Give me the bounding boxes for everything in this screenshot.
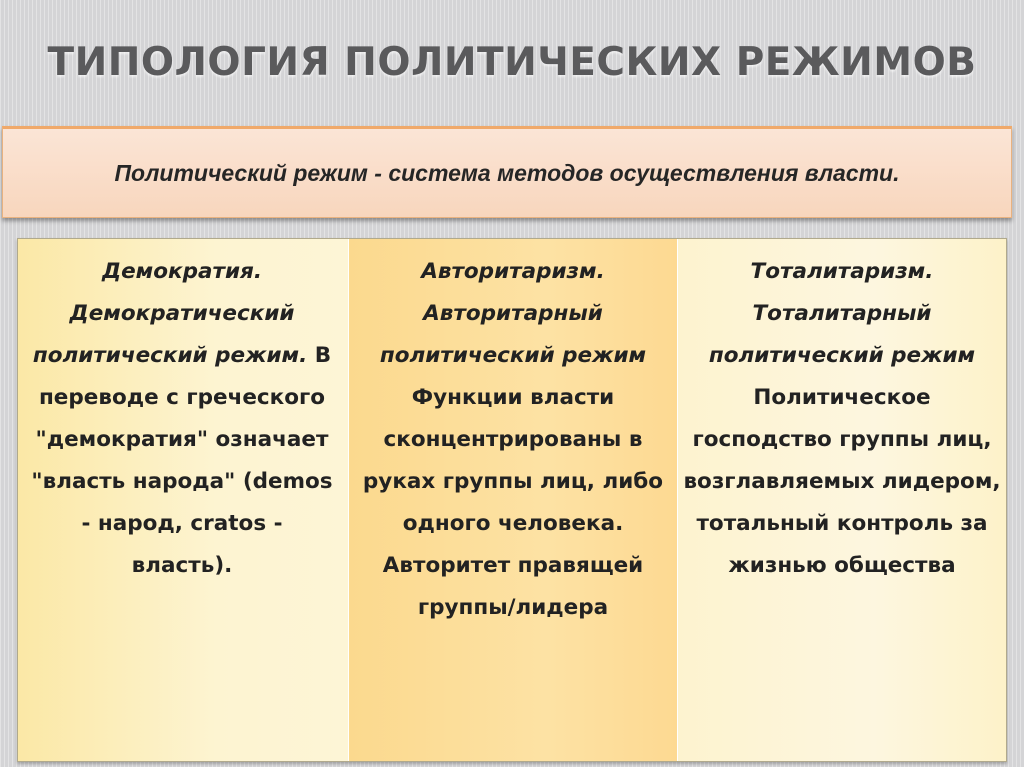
democracy-description: В переводе с греческого "демократия" означает "власть народа" (demos - народ, cratos - власть). [31, 343, 333, 578]
definition-text: Политический режим - система методов осуществления власти. [114, 159, 900, 186]
column-authoritarianism [349, 239, 678, 761]
column-democracy [18, 239, 349, 761]
regimes-table [17, 238, 1007, 762]
slide-title: ТИПОЛОГИЯ ПОЛИТИЧЕСКИХ РЕЖИМОВ [47, 40, 977, 85]
democracy-heading: Демократия. Демократический политический режим. [32, 259, 308, 368]
authoritarianism-description: Функции власти сконцентрированы в руках группы лиц, либо одного человека. Авторитет правящей группы/лидера [362, 385, 664, 620]
totalitarianism-description: Политическое господство группы лиц, возглавляемых лидером, тотальный контроль за жизнью общества [683, 385, 1001, 578]
definition-box [2, 126, 1012, 218]
column-totalitarianism [678, 239, 1006, 761]
authoritarianism-heading: Авторитаризм. Авторитарный политический режим [379, 259, 647, 368]
totalitarianism-heading: Тоталитаризм. Тоталитарный политический режим [708, 259, 976, 368]
